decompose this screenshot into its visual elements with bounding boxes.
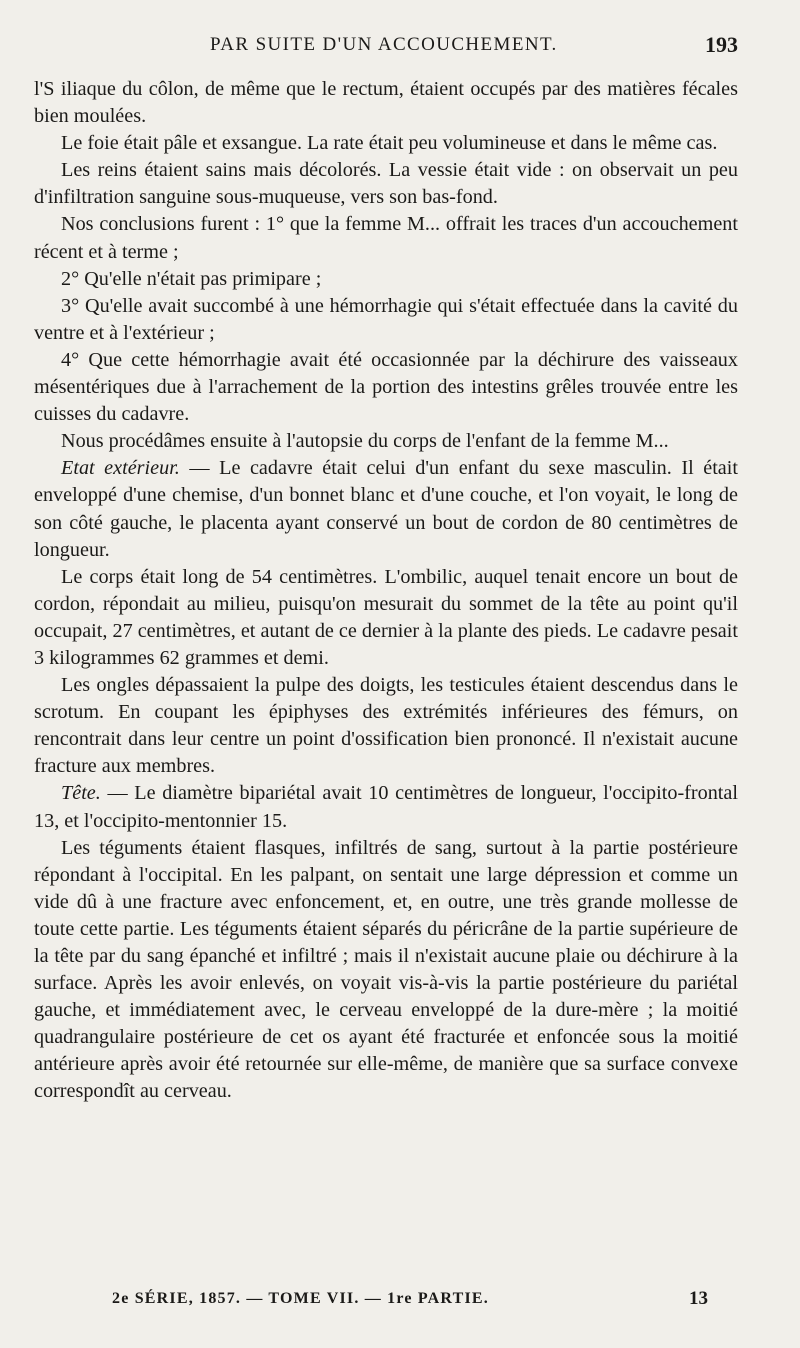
page-number: 193 [705,32,738,57]
paragraph [34,428,738,455]
run-in-heading: Etat extérieur. [61,457,180,480]
paragraph [34,347,738,428]
signature-mark: 13 [689,1288,708,1309]
paragraph-text: Nos conclusions furent : 1° que la femme M... offrait les traces d'un accouchement récent et à terme ; [34,213,738,263]
page-header [0,34,800,64]
paragraph-text: — Le cadavre était celui d'un enfant du sexe masculin. Il était enveloppé d'une chemise, d'un bonnet blanc et d'une couche, et l'on voyait, le long de son côté gauche, le placenta ayant conservé un bout de cordon de 80 centimètres de longueur. [34,457,738,561]
paragraph-text: — Le diamètre bipariétal avait 10 centimètres de longueur, l'occipito-frontal 13, et l'occipito-mentonnier 15. [34,782,738,832]
paragraph-text: 2° Qu'elle n'était pas primipare ; [61,267,322,290]
printer-signature: 2e SÉRIE, 1857. — TOME VII. — 1re PARTIE. [112,1290,489,1307]
paragraph [34,76,738,130]
paragraph-text: l'S iliaque du côlon, de même que le rectum, étaient occupés par des matières fécales bien moulées. [34,78,738,128]
paragraph [34,780,738,834]
paragraph-text: Le corps était long de 54 centimètres. L'ombilic, auquel tenait encore un bout de cordon, répondait au milieu, puisqu'on mesurait du sommet de la tête au point qu'il occupait, 27 centimètres, et autant de ce dernier à la plante des pieds. Le cadavre pesait 3 kilogrammes 62 grammes et demi. [34,565,738,669]
running-head: PAR SUITE D'UN ACCOUCHEMENT. [210,34,558,55]
paragraph [34,564,738,672]
paragraph-text: Nous procédâmes ensuite à l'autopsie du corps de l'enfant de la femme M... [61,430,669,453]
paragraph-text: 4° Que cette hémorrhagie avait été occasionnée par la déchirure des vaisseaux mésentériques due à l'arrachement de la portion des intestins grêles trouvée entre les cuisses du cadavre. [34,348,738,426]
paragraph-text: Les reins étaient sains mais décolorés. La vessie était vide : on observait un peu d'infiltration sanguine sous-muqueuse, vers son bas-fond. [34,159,738,209]
paragraph [34,455,738,563]
page-footer [0,1290,800,1320]
body-text [34,76,738,1106]
paragraph [34,157,738,211]
paragraph [34,293,738,347]
paragraph-text: Les ongles dépassaient la pulpe des doigts, les testicules étaient descendus dans le scrotum. En coupant les épiphyses des extrémités inférieures des fémurs, on rencontrait dans leur centre un point d'ossification bien prononcé. Il n'existait aucune fracture aux membres. [34,674,738,778]
paragraph [34,266,738,293]
paragraph [34,835,738,1106]
paragraph-text: Les téguments étaient flasques, infiltrés de sang, surtout à la partie postérieure répondant à l'occipital. En les palpant, on sentait une large dépression et comme un vide dû à une fracture avec enfoncement, et, en outre, une très grande mollesse de toute cette partie. Les téguments étaient séparés du péricrâne de la partie supérieure de la tête par du sang épanché et infiltré ; mais il n'existait aucune plaie ou déchirure à la surface. Après les avoir enlevés, on voyait vis-à-vis la partie postérieure du pariétal gauche, et immédiatement avec, le cerveau enveloppé de la dure-mère ; la moitié quadrangulaire postérieure de cet os ayant été fracturée et enfoncée sous la moitié antérieure après avoir été retournée sur elle-même, de manière que sa surface convexe correspondît au cerveau. [34,836,738,1103]
paragraph-text: Le foie était pâle et exsangue. La rate était peu volumineuse et dans le même cas. [61,132,718,155]
paragraph-text: 3° Qu'elle avait succombé à une hémorrhagie qui s'était effectuée dans la cavité du ventre et à l'extérieur ; [34,294,738,344]
paragraph [34,672,738,780]
run-in-heading: Tête. [61,782,101,805]
paragraph [34,211,738,265]
paragraph [34,130,738,157]
